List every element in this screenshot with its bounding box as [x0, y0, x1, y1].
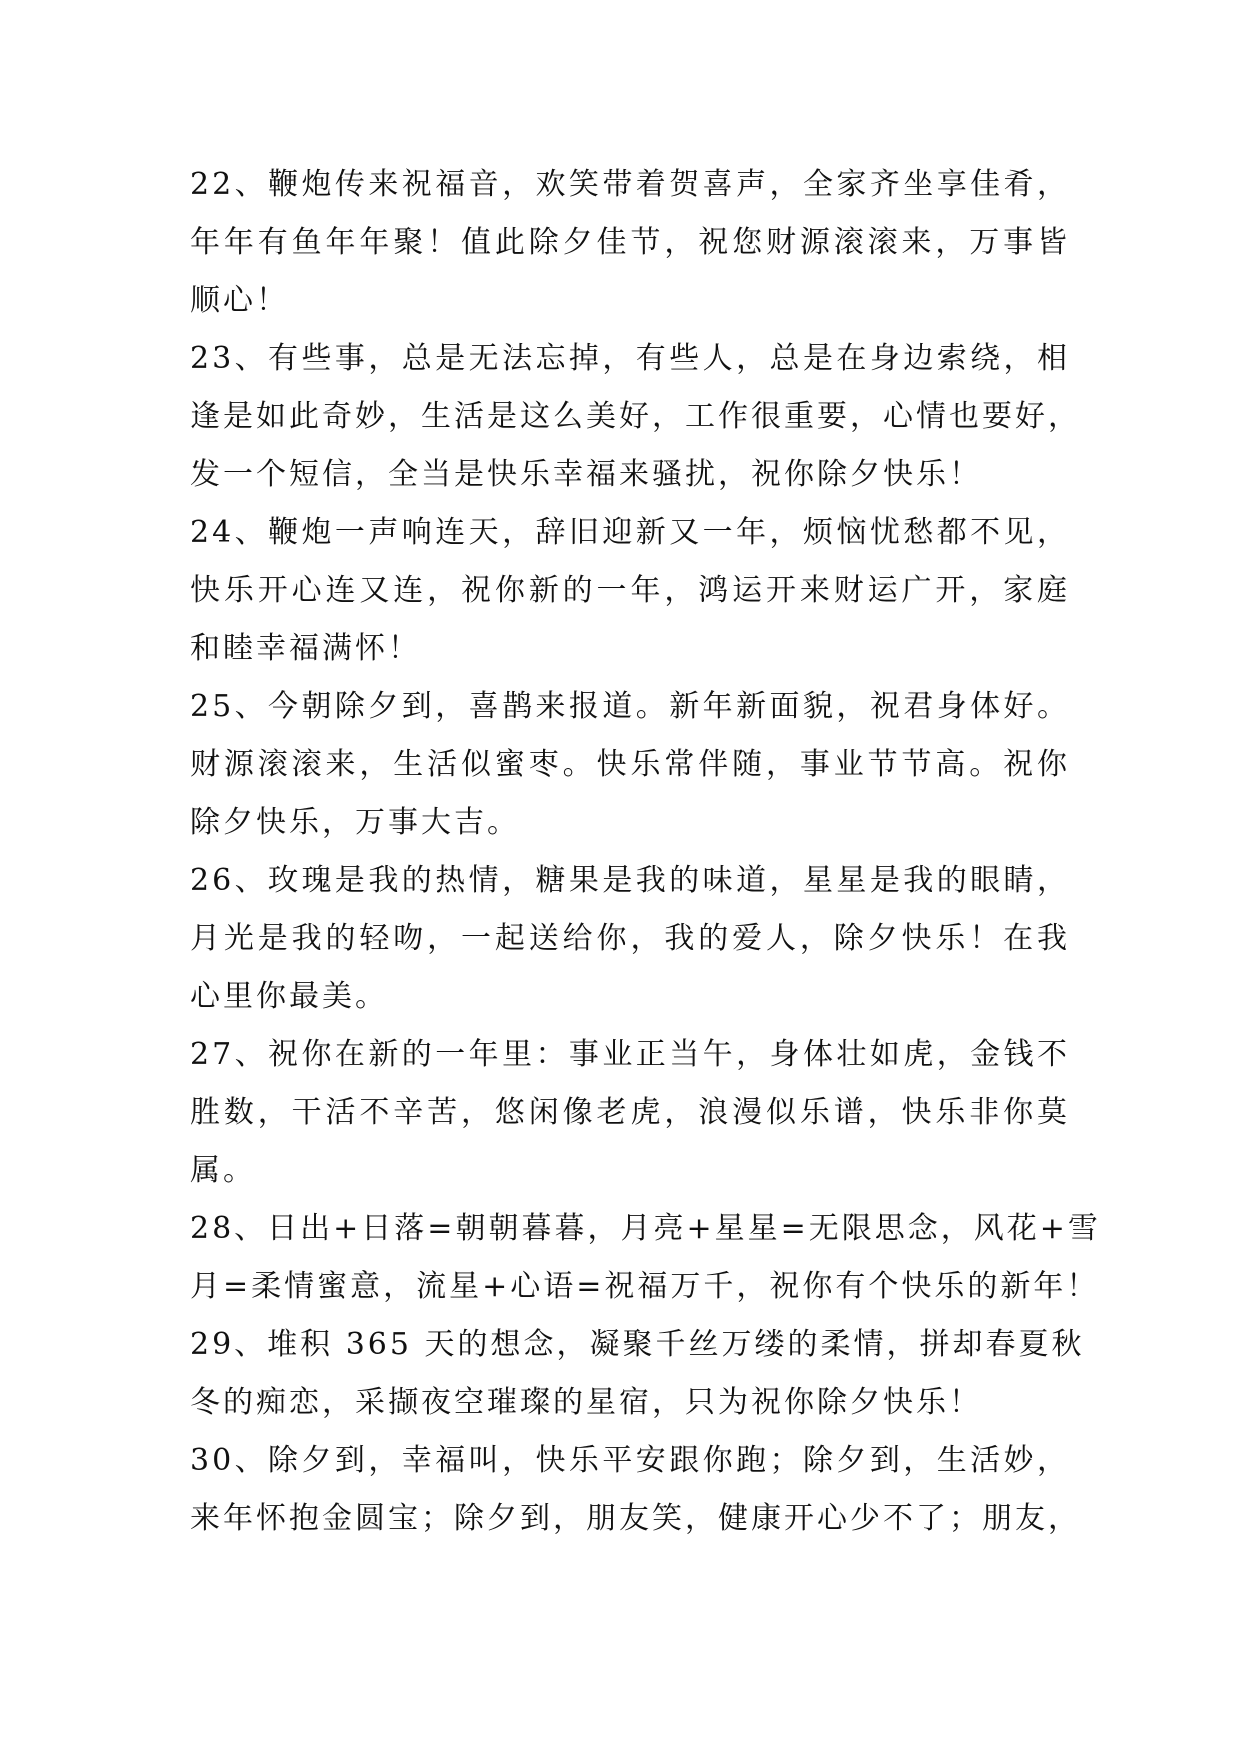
text-line: 顺心！ — [190, 283, 289, 318]
text-line: 和睦幸福满怀！ — [190, 631, 421, 666]
text-line: 财源滚滚来，生活似蜜枣。快乐常伴随，事业节节高。祝你 — [190, 747, 1070, 782]
text-line: 27、祝你在新的一年里：事业正当午，身体壮如虎，金钱不 — [190, 1037, 1070, 1072]
text-line: 25、今朝除夕到，喜鹊来报道。新年新面貌，祝君身体好。 — [190, 689, 1070, 724]
greetings-text — [190, 156, 1101, 1548]
text-line: 来年怀抱金圆宝；除夕到，朋友笑，健康开心少不了；朋友， — [190, 1501, 1081, 1536]
text-line: 发一个短信，全当是快乐幸福来骚扰，祝你除夕快乐！ — [190, 457, 982, 492]
text-line: 24、鞭炮一声响连天，辞旧迎新又一年，烦恼忧愁都不见， — [190, 515, 1070, 550]
text-line: 23、有些事，总是无法忘掉，有些人，总是在身边索绕，相 — [190, 341, 1070, 376]
text-line: 胜数，干活不辛苦，悠闲像老虎，浪漫似乐谱，快乐非你莫 — [190, 1095, 1070, 1130]
text-line: 冬的痴恋，采撷夜空璀璨的星宿，只为祝你除夕快乐！ — [190, 1385, 982, 1420]
text-line: 月=柔情蜜意，流星+心语=祝福万千，祝你有个快乐的新年！ — [190, 1269, 1100, 1304]
text-line: 30、除夕到，幸福叫，快乐平安跟你跑；除夕到，生活妙， — [190, 1443, 1070, 1478]
text-line: 22、鞭炮传来祝福音，欢笑带着贺喜声，全家齐坐享佳肴， — [190, 167, 1070, 202]
text-line: 26、玫瑰是我的热情，糖果是我的味道，星星是我的眼睛， — [190, 863, 1070, 898]
text-line: 快乐开心连又连，祝你新的一年，鸿运开来财运广开，家庭 — [190, 573, 1070, 608]
text-line: 除夕快乐，万事大吉。 — [190, 805, 520, 840]
text-line: 月光是我的轻吻，一起送给你，我的爱人，除夕快乐！在我 — [190, 921, 1070, 956]
text-line: 28、日出+日落=朝朝暮暮，月亮+星星=无限思念，风花+雪 — [190, 1211, 1101, 1246]
text-line: 属。 — [190, 1153, 256, 1188]
text-line: 29、堆积 365 天的想念，凝聚千丝万缕的柔情，拼却春夏秋 — [190, 1327, 1085, 1362]
text-line: 年年有鱼年年聚！值此除夕佳节，祝您财源滚滚来，万事皆 — [190, 225, 1070, 260]
text-line: 心里你最美。 — [190, 979, 388, 1014]
text-line: 逢是如此奇妙，生活是这么美好，工作很重要，心情也要好， — [190, 399, 1081, 434]
